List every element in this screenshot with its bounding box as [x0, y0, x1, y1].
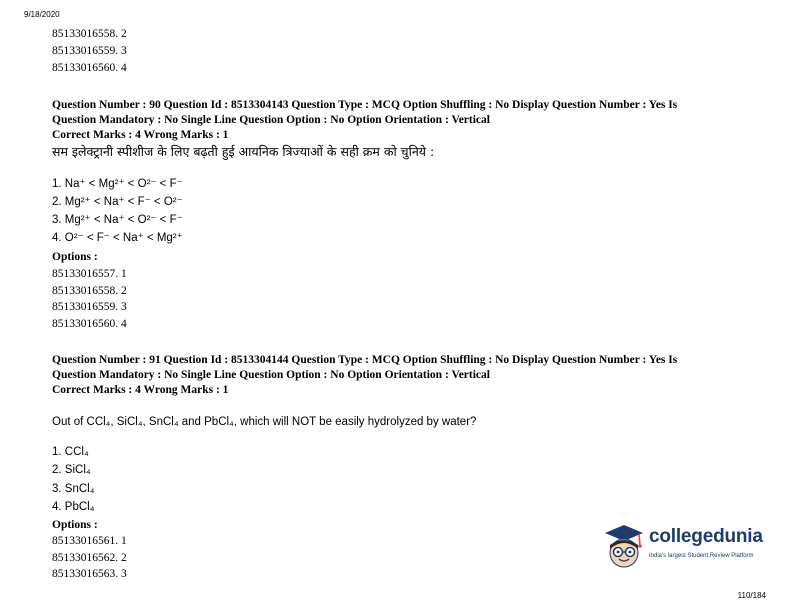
logo-tagline: India's largest Student Review Platform — [649, 553, 754, 559]
q91-question-text: Out of CCl₄, SiCl₄, SnCl₄ and PbCl₄, which will NOT be easily hydrolyzed by water? — [52, 416, 477, 428]
q90-choice-4: 4. O²⁻ < F⁻ < Na⁺ < Mg²⁺ — [52, 232, 183, 244]
q90-marks: Correct Marks : 4 Wrong Marks : 1 — [52, 129, 229, 141]
prev-option-1: 85133016558. 2 — [52, 28, 127, 40]
q90-option-3: 85133016559. 3 — [52, 301, 127, 313]
page-number: 110/184 — [737, 591, 766, 600]
q90-meta-line1: Question Number : 90 Question Id : 8513304143 Question Type : MCQ Option Shuffling : No Display Question Number : Yes Is — [52, 99, 678, 111]
prev-option-3: 85133016560. 4 — [52, 62, 127, 74]
q90-choice-3: 3. Mg²⁺ < Na⁺ < O²⁻ < F⁻ — [52, 214, 183, 226]
q91-option-1: 85133016561. 1 — [52, 535, 127, 547]
q90-option-2: 85133016558. 2 — [52, 285, 127, 297]
q90-choice-2: 2. Mg²⁺ < Na⁺ < F⁻ < O²⁻ — [52, 196, 183, 208]
q90-option-4: 85133016560. 4 — [52, 318, 127, 330]
q91-meta-line2: Question Mandatory : No Single Line Question Option : No Option Orientation : Vertical — [52, 369, 490, 381]
q91-choice-4: 4. PbCl₄ — [52, 501, 95, 513]
q91-option-3: 85133016563. 3 — [52, 568, 127, 580]
q90-choice-1: 1. Na⁺ < Mg²⁺ < O²⁻ < F⁻ — [52, 178, 183, 190]
logo-wordmark: collegedunia — [649, 526, 763, 547]
mascot-icon — [601, 521, 647, 577]
q91-choice-3: 3. SnCl₄ — [52, 483, 95, 495]
q91-meta-line1: Question Number : 91 Question Id : 8513304144 Question Type : MCQ Option Shuffling : No Display Question Number : Yes Is — [52, 354, 678, 366]
prev-option-2: 85133016559. 3 — [52, 45, 127, 57]
q91-marks: Correct Marks : 4 Wrong Marks : 1 — [52, 384, 229, 396]
q91-options-label: Options : — [52, 519, 98, 531]
q91-option-2: 85133016562. 2 — [52, 552, 127, 564]
q90-question-text: सम इलेक्ट्रानी स्पीशीज के लिए बढ़ती हुई आयनिक त्रिज्याओं के सही क्रम को चुनिये : — [52, 144, 435, 159]
q90-option-1: 85133016557. 1 — [52, 268, 127, 280]
q90-options-label: Options : — [52, 251, 98, 263]
q91-choice-1: 1. CCl₄ — [52, 446, 89, 458]
print-date: 9/18/2020 — [24, 10, 60, 19]
q91-choice-2: 2. SiCl₄ — [52, 464, 91, 476]
q90-meta-line2: Question Mandatory : No Single Line Question Option : No Option Orientation : Vertical — [52, 114, 490, 126]
